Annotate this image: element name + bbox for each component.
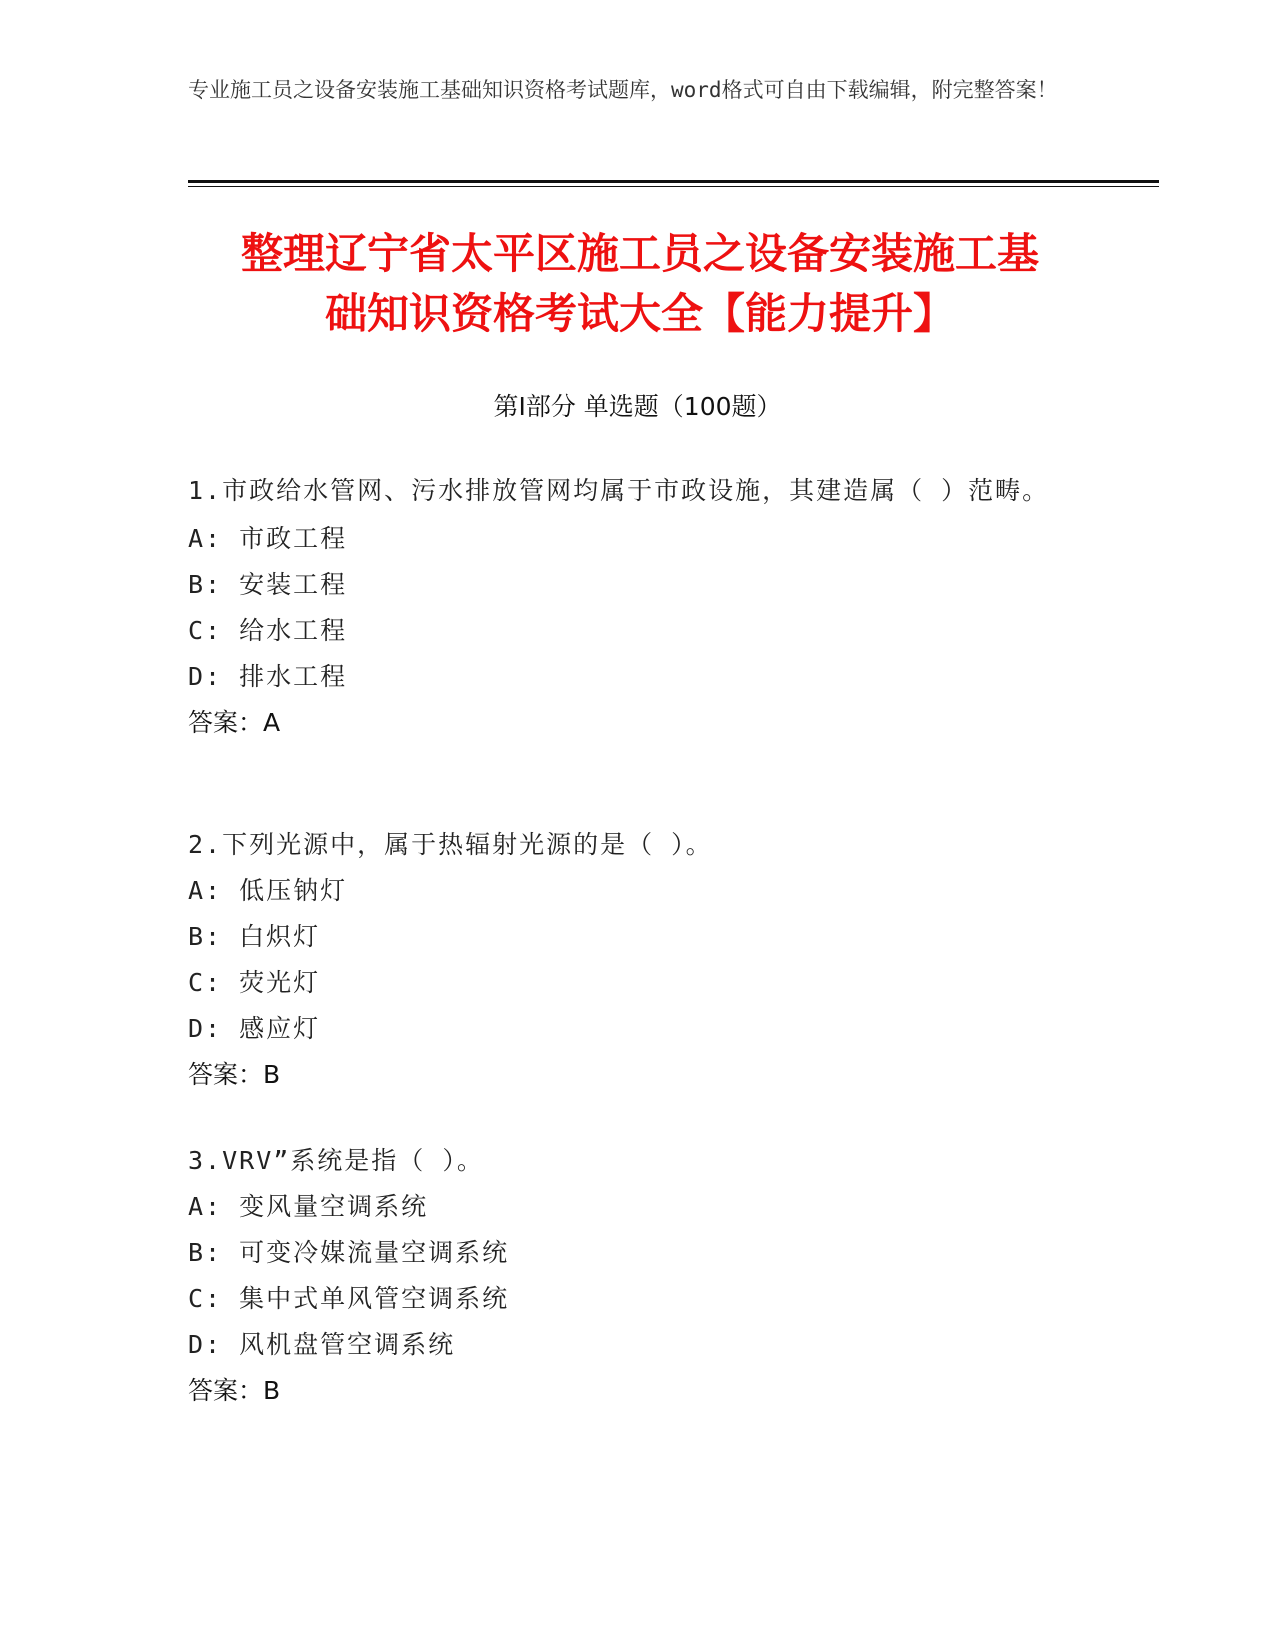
header-divider-thick bbox=[188, 180, 1159, 183]
option-d: D: 排水工程 bbox=[188, 662, 348, 691]
header-divider-thin bbox=[188, 186, 1159, 187]
option-c: C: 给水工程 bbox=[188, 616, 348, 645]
option-a: A: 低压钠灯 bbox=[188, 876, 348, 905]
question-3 bbox=[188, 1138, 1088, 1414]
question-1 bbox=[188, 466, 1088, 746]
question-2 bbox=[188, 822, 1088, 1098]
answer: 答案：B bbox=[188, 1060, 281, 1089]
header-note: 专业施工员之设备安装施工基础知识资格考试题库，word格式可自由下载编辑，附完整答案！ bbox=[188, 78, 1058, 102]
section-title: 第Ⅰ部分 单选题（100题） bbox=[493, 392, 782, 421]
answer: 答案：B bbox=[188, 1376, 281, 1405]
document-title-line-2: 础知识资格考试大全【能力提升】 bbox=[324, 289, 955, 338]
question-stem: 3.VRV”系统是指（ ）。 bbox=[188, 1146, 484, 1175]
option-b: B: 安装工程 bbox=[188, 570, 348, 599]
option-a: A: 变风量空调系统 bbox=[188, 1192, 429, 1221]
option-b: B: 可变冷媒流量空调系统 bbox=[188, 1238, 510, 1267]
document-title bbox=[180, 224, 1100, 344]
option-d: D: 风机盘管空调系统 bbox=[188, 1330, 456, 1359]
option-b: B: 白炽灯 bbox=[188, 922, 321, 951]
answer: 答案：A bbox=[188, 708, 281, 737]
option-c: C: 集中式单风管空调系统 bbox=[188, 1284, 510, 1313]
question-stem: 2.下列光源中，属于热辐射光源的是（ ）。 bbox=[188, 830, 713, 859]
document-title-line-1: 整理辽宁省太平区施工员之设备安装施工基 bbox=[240, 229, 1039, 278]
option-d: D: 感应灯 bbox=[188, 1014, 321, 1043]
option-c: C: 荧光灯 bbox=[188, 968, 321, 997]
question-stem: 1.市政给水管网、污水排放管网均属于市政设施，其建造属（ ）范畴。 bbox=[188, 476, 1050, 505]
option-a: A: 市政工程 bbox=[188, 524, 348, 553]
